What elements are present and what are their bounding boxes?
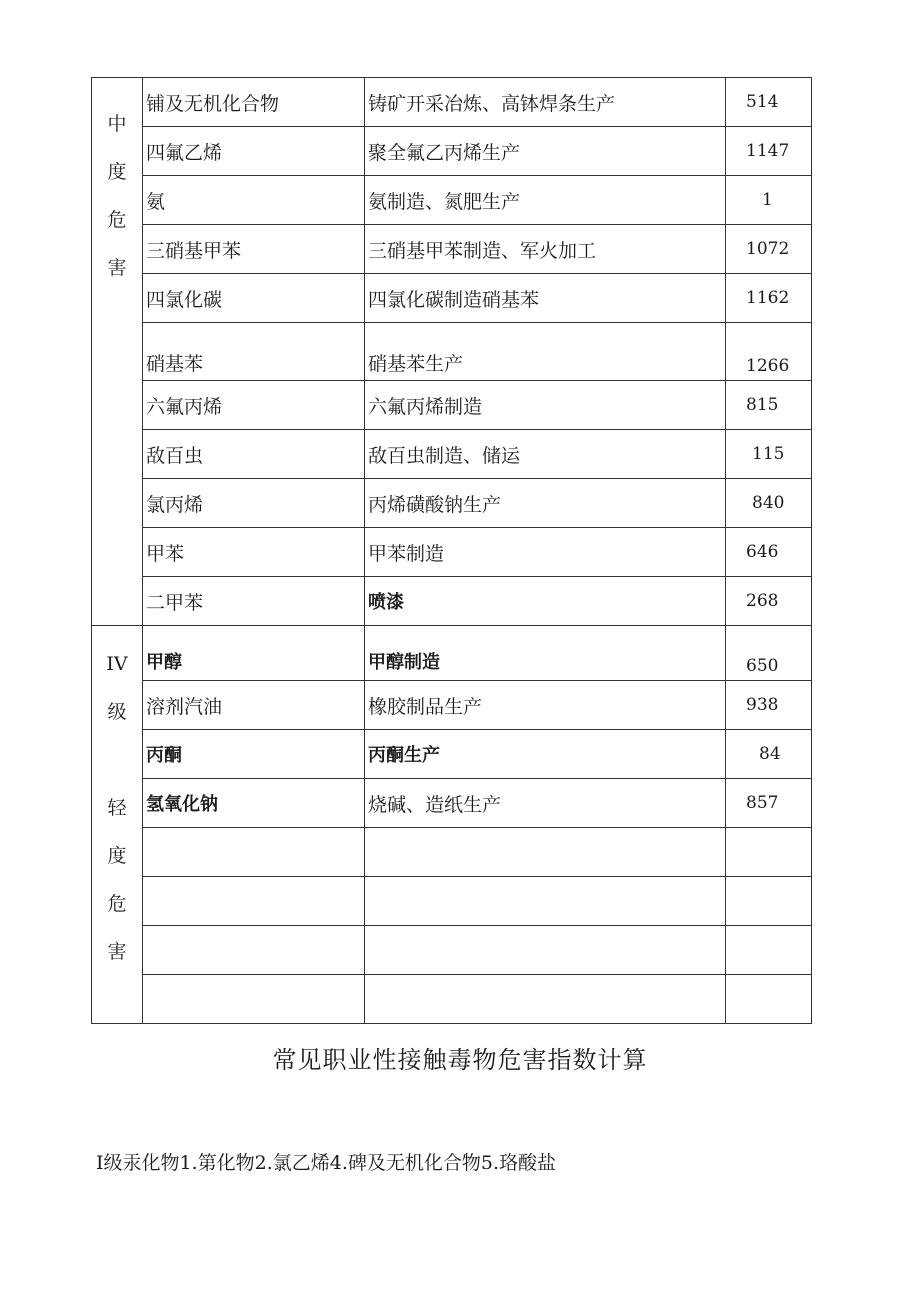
exposure-process: 三硝基甲苯制造、军火加工 <box>365 225 726 274</box>
table-row <box>92 127 812 176</box>
toxicant-name: 硝基苯 <box>143 323 365 381</box>
exposure-process: 铸矿开采冶炼、高钵焊条生产 <box>365 78 726 127</box>
toxicant-name: 三硝基甲苯 <box>143 225 365 274</box>
toxicant-name <box>143 926 365 975</box>
toxicant-name: 氢氧化钠 <box>143 779 365 828</box>
grade-char: 危 <box>107 893 127 915</box>
table-row <box>92 626 812 681</box>
exposure-process <box>365 828 726 877</box>
table-row <box>92 323 812 381</box>
toxicant-name <box>143 877 365 926</box>
hazard-index-table-container <box>91 77 811 1024</box>
hazard-index-value: 1 <box>726 176 812 225</box>
toxicant-name <box>143 975 365 1024</box>
hazard-index-value: 815 <box>726 381 812 430</box>
section-title: 常见职业性接触毒物危害指数计算 <box>272 1046 648 1074</box>
hazard-index-value: 646 <box>726 528 812 577</box>
hazard-index-value: 857 <box>726 779 812 828</box>
table-row <box>92 577 812 626</box>
table-row <box>92 225 812 274</box>
exposure-process <box>365 877 726 926</box>
table-row <box>92 681 812 730</box>
toxicant-name: 氨 <box>143 176 365 225</box>
grade-char: 中 <box>107 113 127 135</box>
exposure-process: 聚全氟乙丙烯生产 <box>365 127 726 176</box>
grade-char: 度 <box>107 845 127 867</box>
table-row <box>92 926 812 975</box>
exposure-process: 烧碱、造纸生产 <box>365 779 726 828</box>
table-row <box>92 975 812 1024</box>
hazard-index-value: 268 <box>726 577 812 626</box>
exposure-process: 氨制造、氮肥生产 <box>365 176 726 225</box>
hazard-index-value: 840 <box>726 479 812 528</box>
table-row <box>92 176 812 225</box>
table-row <box>92 430 812 479</box>
exposure-process: 甲苯制造 <box>365 528 726 577</box>
toxicant-name: 溶剂汽油 <box>143 681 365 730</box>
table-row <box>92 528 812 577</box>
exposure-process: 敌百虫制造、储运 <box>365 430 726 479</box>
table-row <box>92 828 812 877</box>
grade-cell-mild <box>92 626 143 1024</box>
table-row <box>92 730 812 779</box>
exposure-process: 橡胶制品生产 <box>365 681 726 730</box>
toxicant-name: 甲醇 <box>143 626 365 681</box>
toxicant-name: 二甲苯 <box>143 577 365 626</box>
hazard-index-value: 1266 <box>726 323 812 381</box>
hazard-index-value <box>726 877 812 926</box>
hazard-index-value <box>726 926 812 975</box>
toxicant-name: 敌百虫 <box>143 430 365 479</box>
hazard-index-value: 514 <box>726 78 812 127</box>
exposure-process <box>365 926 726 975</box>
exposure-process: 丙酮生产 <box>365 730 726 779</box>
grade-char: 轻 <box>107 797 127 819</box>
toxicant-name: 四氯化碳 <box>143 274 365 323</box>
grade-char: 害 <box>107 257 127 279</box>
exposure-process: 硝基苯生产 <box>365 323 726 381</box>
table-row <box>92 479 812 528</box>
hazard-index-value: 938 <box>726 681 812 730</box>
exposure-process: 四氯化碳制造硝基苯 <box>365 274 726 323</box>
hazard-index-value: 115 <box>726 430 812 479</box>
exposure-process <box>365 975 726 1024</box>
toxicant-name: 丙酮 <box>143 730 365 779</box>
table-row <box>92 381 812 430</box>
footnote-text: I级汞化物1.第化物2.氯乙烯4.碑及无机化合物5.珞酸盐 <box>96 1152 557 1174</box>
hazard-index-value: 1162 <box>726 274 812 323</box>
hazard-index-value <box>726 975 812 1024</box>
toxicant-name: 氯丙烯 <box>143 479 365 528</box>
table-row <box>92 779 812 828</box>
grade-char: 级 <box>107 701 127 723</box>
hazard-index-value <box>726 828 812 877</box>
hazard-index-value: 84 <box>726 730 812 779</box>
hazard-index-value: 650 <box>726 626 812 681</box>
exposure-process: 甲醇制造 <box>365 626 726 681</box>
grade-char: 害 <box>107 941 127 963</box>
toxicant-name: 六氟丙烯 <box>143 381 365 430</box>
table-row <box>92 877 812 926</box>
hazard-index-table <box>91 77 812 1024</box>
exposure-process: 丙烯磺酸钠生产 <box>365 479 726 528</box>
table-row <box>92 78 812 127</box>
grade-char: 度 <box>107 161 127 183</box>
exposure-process: 六氟丙烯制造 <box>365 381 726 430</box>
toxicant-name: 甲苯 <box>143 528 365 577</box>
grade-char: IV <box>106 653 128 675</box>
toxicant-name <box>143 828 365 877</box>
grade-char: 危 <box>107 209 127 231</box>
hazard-index-value: 1072 <box>726 225 812 274</box>
hazard-index-value: 1147 <box>726 127 812 176</box>
grade-cell-moderate <box>92 78 143 626</box>
toxicant-name: 铺及无机化合物 <box>143 78 365 127</box>
table-row <box>92 274 812 323</box>
exposure-process: 喷漆 <box>365 577 726 626</box>
toxicant-name: 四氟乙烯 <box>143 127 365 176</box>
